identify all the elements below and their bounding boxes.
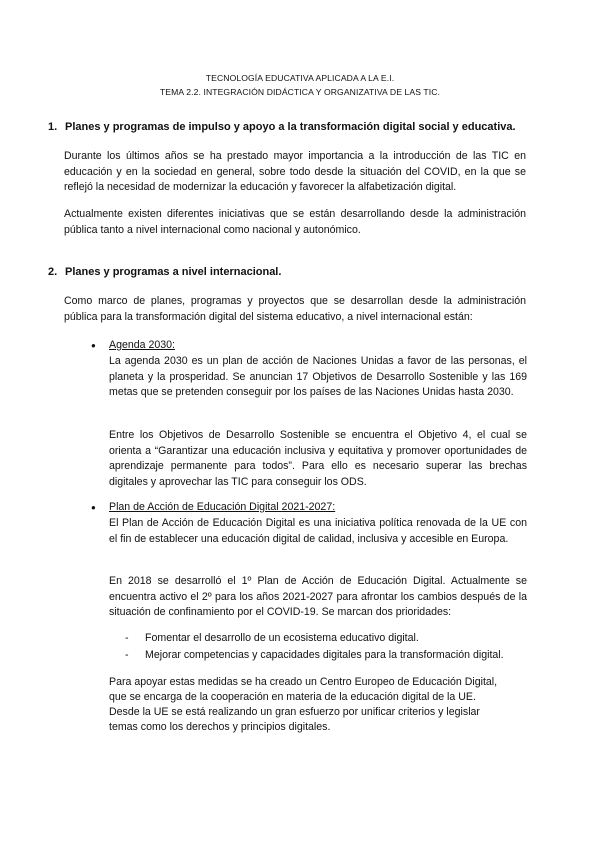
bullet-1-paragraph-2: Entre los Objetivos de Desarrollo Sostenible se encuentra el Objetivo 4, el cual se orienta a “Garantizar una educación inclusiva y equitativa y promover oportunidades de aprendizaje permanente para todos”. Para ello es necesario superar las brechas digitales y aprovechar las TIC para conseguir los ODS. xyxy=(109,429,527,488)
section-1-paragraph-1: Durante los últimos años se ha prestado mayor importancia a la introducción de las TIC en educación y en la sociedad en general, sobre todo desde la situación del COVID, en la que se reflejó la necesidad de modernizar la educación y favorecer la alfabetización digital. xyxy=(64,150,526,193)
closing-line-3: Desde la UE se está realizando un gran esfuerzo por unificar criterios y legislar xyxy=(109,706,480,718)
bullet-2-title: Plan de Acción de Educación Digital 2021-2027: xyxy=(109,501,336,513)
closing-line-2: que se encarga de la cooperación en materia de la educación digital de la UE. xyxy=(109,691,476,703)
priority-item-1: Fomentar el desarrollo de un ecosistema educativo digital. xyxy=(145,632,419,644)
section-1-paragraph-2: Actualmente existen diferentes iniciativas que se están desarrollando desde la administración pública tanto a nivel internacional como nacional y autonómico. xyxy=(64,208,526,236)
bullet-2-paragraph-2: En 2018 se desarrolló el 1º Plan de Acción de Educación Digital. Actualmente se encuentra activo el 2º para los años 2021-2027 para afrontar los cambios después de la situación de confinamiento por el COVID-19. Se marcan dos prioridades: xyxy=(109,575,527,618)
section-2-title: Planes y programas a nivel internacional. xyxy=(65,266,282,278)
bullet-2-paragraph-1: El Plan de Acción de Educación Digital es una iniciativa política renovada de la UE con el fin de establecer una educación digital de calidad, inclusiva y accesible en Europa. xyxy=(109,517,527,545)
header-topic-title: TEMA 2.2. INTEGRACIÓN DIDÁCTICA Y ORGANIZATIVA DE LAS TIC. xyxy=(159,87,441,97)
section-1-heading xyxy=(48,121,516,133)
closing-line-1: Para apoyar estas medidas se ha creado un Centro Europeo de Educación Digital, xyxy=(109,676,498,688)
section-2-heading xyxy=(48,266,281,278)
priority-item-2: Mejorar competencias y capacidades digitales para la transformación digital. xyxy=(145,649,504,661)
bullet-1-paragraph-1: La agenda 2030 es un plan de acción de Naciones Unidas a favor de las personas, el planeta y la prosperidad. Se anuncian 17 Objetivos de Desarrollo Sostenible y las 169 metas que se pretenden conseguir por los países de las Naciones Unidas hasta 2030. xyxy=(109,355,527,398)
section-2-number: 2. xyxy=(48,266,58,278)
bullet-1-title: Agenda 2030: xyxy=(109,339,175,351)
bullet-icon: ● xyxy=(91,341,96,350)
section-1-number: 1. xyxy=(48,121,58,133)
section-2-intro: Como marco de planes, programas y proyectos que se desarrollan desde la administración pública para la transformación digital del sistema educativo, a nivel internacional están: xyxy=(64,295,526,323)
dash-marker: - xyxy=(125,649,129,661)
closing-line-4: temas como los derechos y principios digitales. xyxy=(109,721,331,733)
dash-marker: - xyxy=(125,632,129,644)
section-1-title: Planes y programas de impulso y apoyo a la transformación digital social y educativa. xyxy=(65,121,516,133)
header-course-title: TECNOLOGÍA EDUCATIVA APLICADA A LA E.I. xyxy=(205,73,395,83)
bullet-icon: ● xyxy=(91,503,96,512)
